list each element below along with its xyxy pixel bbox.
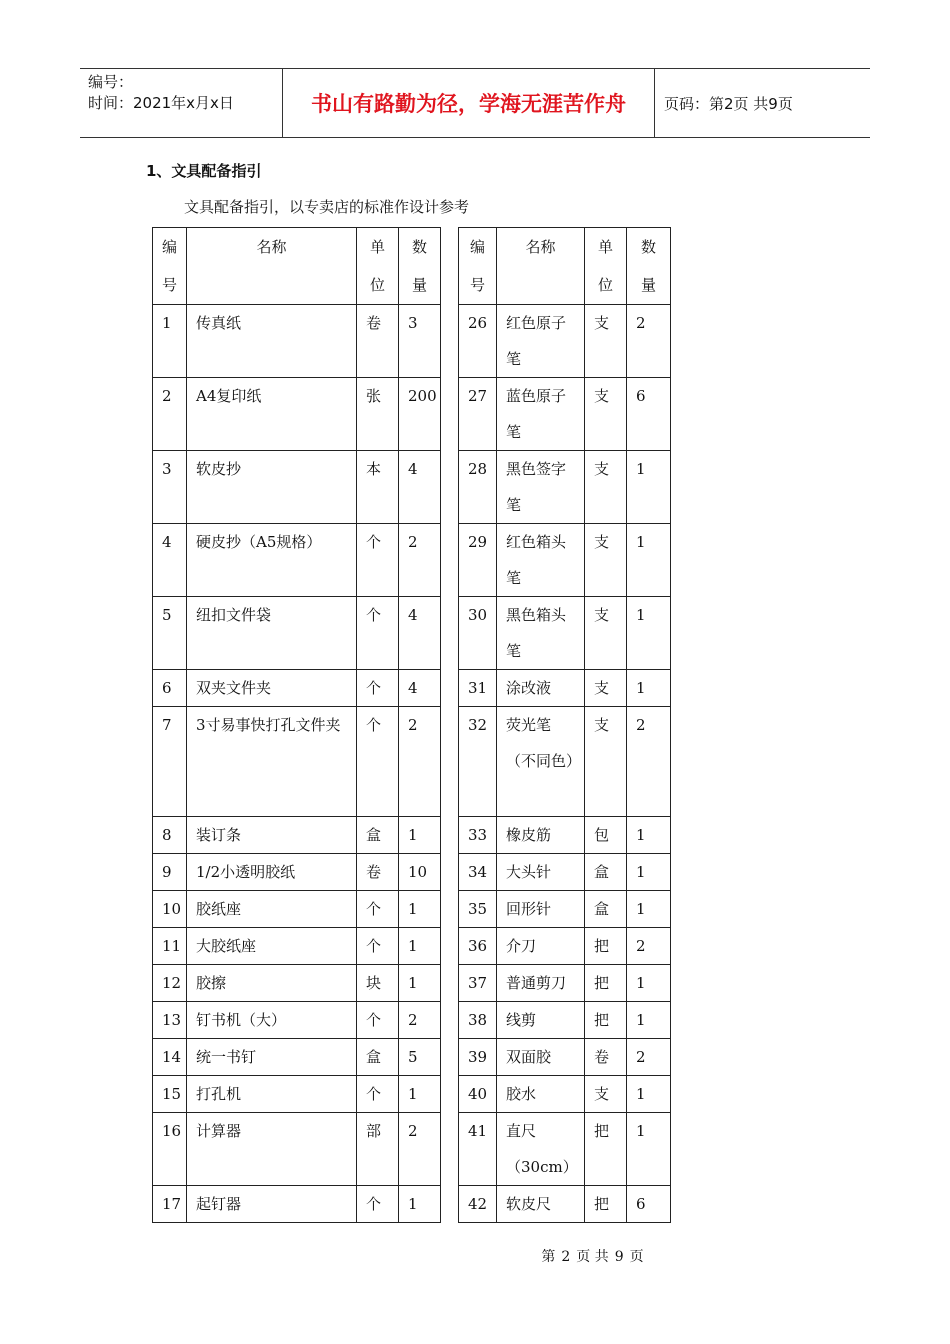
item-number: 35	[459, 891, 497, 928]
table-row	[153, 524, 671, 597]
item-unit: 支	[585, 524, 627, 597]
item-unit: 支	[585, 670, 627, 707]
table-row	[153, 707, 671, 817]
item-name: 回形针	[497, 891, 585, 928]
header-unit: 单 位	[585, 228, 627, 305]
item-name: 硬皮抄（A5规格）	[187, 524, 357, 597]
item-quantity: 4	[399, 597, 441, 670]
item-number: 6	[153, 670, 187, 707]
item-name: 统一书钉	[187, 1039, 357, 1076]
item-name: 大头针	[497, 854, 585, 891]
item-number: 7	[153, 707, 187, 817]
item-unit: 个	[357, 597, 399, 670]
column-gap	[441, 928, 459, 965]
item-quantity: 2	[627, 928, 671, 965]
item-quantity: 6	[627, 1186, 671, 1223]
column-gap	[441, 891, 459, 928]
table-row	[153, 817, 671, 854]
item-quantity: 1	[627, 1076, 671, 1113]
item-quantity: 10	[399, 854, 441, 891]
item-unit: 卷	[585, 1039, 627, 1076]
page-header	[80, 68, 870, 138]
item-unit: 支	[585, 378, 627, 451]
item-number: 13	[153, 1002, 187, 1039]
item-number: 30	[459, 597, 497, 670]
item-number: 3	[153, 451, 187, 524]
item-number: 32	[459, 707, 497, 817]
item-quantity: 4	[399, 670, 441, 707]
item-number: 37	[459, 965, 497, 1002]
item-unit: 支	[585, 305, 627, 378]
item-unit: 盒	[585, 891, 627, 928]
item-unit: 个	[357, 891, 399, 928]
item-number: 33	[459, 817, 497, 854]
item-number: 34	[459, 854, 497, 891]
header-page-info: 页码：第2页 共9页	[664, 94, 793, 113]
item-unit: 卷	[357, 305, 399, 378]
item-unit: 卷	[357, 854, 399, 891]
item-name: 纽扣文件袋	[187, 597, 357, 670]
column-gap	[441, 597, 459, 670]
item-name: 直尺（30cm）	[497, 1113, 585, 1186]
footer-total-pages: 9	[614, 1249, 624, 1265]
item-name: 传真纸	[187, 305, 357, 378]
item-quantity: 1	[399, 1076, 441, 1113]
header-number: 编 号	[153, 228, 187, 305]
item-unit: 把	[585, 965, 627, 1002]
item-quantity: 2	[399, 1002, 441, 1039]
item-name: 起钉器	[187, 1186, 357, 1223]
item-name: 红色箱头笔	[497, 524, 585, 597]
item-unit: 支	[585, 707, 627, 817]
column-gap	[441, 707, 459, 817]
item-name: 胶水	[497, 1076, 585, 1113]
item-number: 10	[153, 891, 187, 928]
item-unit: 个	[357, 707, 399, 817]
header-number: 编 号	[459, 228, 497, 305]
column-gap	[441, 228, 459, 305]
item-quantity: 1	[627, 1113, 671, 1186]
item-quantity: 1	[399, 891, 441, 928]
item-unit: 支	[585, 451, 627, 524]
item-unit: 个	[357, 928, 399, 965]
item-unit: 把	[585, 1002, 627, 1039]
item-name: 荧光笔（不同色）	[497, 707, 585, 817]
header-quantity: 数 量	[399, 228, 441, 305]
item-number: 40	[459, 1076, 497, 1113]
item-quantity: 2	[399, 707, 441, 817]
item-unit: 部	[357, 1113, 399, 1186]
item-number: 4	[153, 524, 187, 597]
table-row	[153, 305, 671, 378]
item-number: 42	[459, 1186, 497, 1223]
item-name: 装订条	[187, 817, 357, 854]
item-quantity: 2	[627, 305, 671, 378]
item-name: 黑色签字笔	[497, 451, 585, 524]
table-row	[153, 1002, 671, 1039]
table-row	[153, 597, 671, 670]
item-number: 14	[153, 1039, 187, 1076]
item-number: 31	[459, 670, 497, 707]
footer-prefix: 第	[541, 1249, 556, 1265]
item-name: 普通剪刀	[497, 965, 585, 1002]
item-unit: 张	[357, 378, 399, 451]
item-quantity: 1	[627, 965, 671, 1002]
item-number: 12	[153, 965, 187, 1002]
item-name: 1/2小透明胶纸	[187, 854, 357, 891]
item-number: 29	[459, 524, 497, 597]
item-unit: 个	[357, 1186, 399, 1223]
item-number: 11	[153, 928, 187, 965]
item-number: 26	[459, 305, 497, 378]
item-quantity: 2	[627, 1039, 671, 1076]
column-gap	[441, 1076, 459, 1113]
column-gap	[441, 965, 459, 1002]
table-row	[153, 670, 671, 707]
header-name: 名称	[187, 228, 357, 305]
item-unit: 把	[585, 1186, 627, 1223]
item-name: 软皮尺	[497, 1186, 585, 1223]
item-unit: 盒	[585, 854, 627, 891]
item-quantity: 1	[627, 524, 671, 597]
item-number: 15	[153, 1076, 187, 1113]
item-unit: 支	[585, 597, 627, 670]
item-quantity: 200	[399, 378, 441, 451]
section-title: 1、文具配备指引	[146, 162, 262, 180]
footer-suffix: 页	[629, 1249, 644, 1265]
item-unit: 个	[357, 1076, 399, 1113]
header-name: 名称	[497, 228, 585, 305]
table-row	[153, 854, 671, 891]
item-unit: 个	[357, 524, 399, 597]
item-quantity: 1	[627, 597, 671, 670]
item-name: 大胶纸座	[187, 928, 357, 965]
table-row	[153, 1076, 671, 1113]
table-row	[153, 451, 671, 524]
item-quantity: 1	[399, 965, 441, 1002]
header-motto: 书山有路勤为径，学海无涯苦作舟	[282, 69, 655, 137]
item-number: 17	[153, 1186, 187, 1223]
header-left-cell	[80, 69, 282, 137]
item-name: 打孔机	[187, 1076, 357, 1113]
table-row	[153, 1186, 671, 1223]
table-row	[153, 965, 671, 1002]
item-name: 介刀	[497, 928, 585, 965]
item-unit: 块	[357, 965, 399, 1002]
item-unit: 本	[357, 451, 399, 524]
column-gap	[441, 305, 459, 378]
column-gap	[441, 451, 459, 524]
item-quantity: 5	[399, 1039, 441, 1076]
item-name: 胶纸座	[187, 891, 357, 928]
item-name: 线剪	[497, 1002, 585, 1039]
item-unit: 盒	[357, 1039, 399, 1076]
section-intro: 文具配备指引，以专卖店的标准作设计参考	[184, 198, 470, 216]
header-unit: 单 位	[357, 228, 399, 305]
item-name: 软皮抄	[187, 451, 357, 524]
table-row	[153, 928, 671, 965]
item-number: 39	[459, 1039, 497, 1076]
item-name: 双面胶	[497, 1039, 585, 1076]
item-quantity: 1	[627, 817, 671, 854]
item-unit: 包	[585, 817, 627, 854]
item-quantity: 1	[627, 891, 671, 928]
item-name: 黑色箱头笔	[497, 597, 585, 670]
item-quantity: 1	[627, 1002, 671, 1039]
item-quantity: 3	[399, 305, 441, 378]
item-name: 橡皮筋	[497, 817, 585, 854]
footer-middle: 页 共	[576, 1249, 609, 1265]
doc-number-label: 编号：	[88, 73, 134, 91]
doc-time-label: 时间：2021年x月x日	[88, 94, 234, 112]
column-gap	[441, 854, 459, 891]
table-header-row	[153, 228, 671, 305]
item-quantity: 4	[399, 451, 441, 524]
item-unit: 把	[585, 928, 627, 965]
table-row	[153, 891, 671, 928]
table-row	[153, 1039, 671, 1076]
item-name: 蓝色原子笔	[497, 378, 585, 451]
item-number: 28	[459, 451, 497, 524]
item-quantity: 1	[399, 817, 441, 854]
item-number: 36	[459, 928, 497, 965]
item-number: 27	[459, 378, 497, 451]
item-name: 计算器	[187, 1113, 357, 1186]
item-quantity: 6	[627, 378, 671, 451]
item-quantity: 1	[627, 451, 671, 524]
item-name: 3寸易事快打孔文件夹	[187, 707, 357, 817]
column-gap	[441, 378, 459, 451]
item-number: 2	[153, 378, 187, 451]
item-number: 38	[459, 1002, 497, 1039]
item-number: 9	[153, 854, 187, 891]
item-number: 5	[153, 597, 187, 670]
item-unit: 个	[357, 1002, 399, 1039]
header-quantity: 数 量	[627, 228, 671, 305]
item-quantity: 2	[399, 1113, 441, 1186]
item-quantity: 2	[627, 707, 671, 817]
table-row	[153, 1113, 671, 1186]
item-quantity: 2	[399, 524, 441, 597]
item-name: 双夹文件夹	[187, 670, 357, 707]
column-gap	[441, 1002, 459, 1039]
item-number: 16	[153, 1113, 187, 1186]
footer-page-number: 2	[561, 1249, 571, 1265]
table-row	[153, 378, 671, 451]
item-unit: 支	[585, 1076, 627, 1113]
item-name: 钉书机（大）	[187, 1002, 357, 1039]
item-number: 8	[153, 817, 187, 854]
item-quantity: 1	[399, 928, 441, 965]
item-name: 涂改液	[497, 670, 585, 707]
item-name: 胶擦	[187, 965, 357, 1002]
item-unit: 盒	[357, 817, 399, 854]
item-quantity: 1	[627, 670, 671, 707]
item-name: A4复印纸	[187, 378, 357, 451]
item-unit: 个	[357, 670, 399, 707]
column-gap	[441, 1186, 459, 1223]
item-number: 41	[459, 1113, 497, 1186]
item-unit: 把	[585, 1113, 627, 1186]
supplies-table	[152, 227, 671, 1223]
column-gap	[441, 817, 459, 854]
item-number: 1	[153, 305, 187, 378]
item-quantity: 1	[627, 854, 671, 891]
column-gap	[441, 524, 459, 597]
column-gap	[441, 1113, 459, 1186]
page-footer	[0, 1246, 950, 1266]
column-gap	[441, 1039, 459, 1076]
item-quantity: 1	[399, 1186, 441, 1223]
item-name: 红色原子笔	[497, 305, 585, 378]
column-gap	[441, 670, 459, 707]
